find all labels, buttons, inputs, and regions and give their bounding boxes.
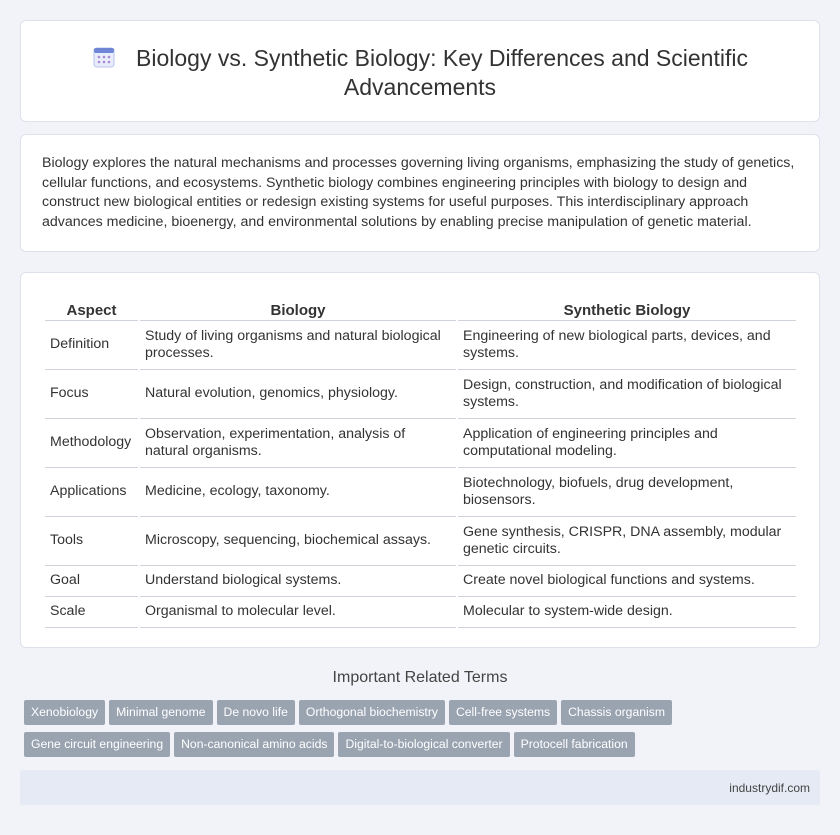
header-biology: Biology: [140, 297, 456, 321]
table-row: [45, 321, 796, 370]
tag-cell-free-systems[interactable]: Cell-free systems: [449, 700, 557, 725]
synthetic-biology-cell: Biotechnology, biofuels, drug development, biosensors.: [458, 468, 796, 517]
table-row: [45, 419, 796, 468]
tag-orthogonal-biochemistry[interactable]: Orthogonal biochemistry: [299, 700, 445, 725]
tag-minimal-genome[interactable]: Minimal genome: [109, 700, 212, 725]
aspect-cell: Scale: [45, 597, 138, 628]
related-terms-title: Important Related Terms: [332, 669, 508, 686]
tag-chassis-organism[interactable]: Chassis organism: [561, 700, 672, 725]
table-row: [45, 517, 796, 566]
intro-paragraph: Biology explores the natural mechanisms and processes governing living organisms, emphasizing the study of genetics, cellular functions, and ecosystems. Synthetic biology combines engineering principles with biology to design and construct new biological entities or redesign existing systems for useful purposes. This interdisciplinary approach advances medicine, bioenergy, and environmental solutions by enabling precise manipulation of genetic material.: [42, 155, 795, 230]
comparison-card: [20, 272, 820, 648]
table-header-row: [45, 297, 796, 321]
table-row: [45, 468, 796, 517]
tag-non-canonical-amino-acids[interactable]: Non-canonical amino acids: [174, 732, 334, 757]
synthetic-biology-cell: Application of engineering principles and computational modeling.: [458, 419, 796, 468]
biology-cell: Medicine, ecology, taxonomy.: [140, 468, 456, 517]
table-row: [45, 597, 796, 628]
aspect-cell: Applications: [45, 468, 138, 517]
footer-site-link[interactable]: industrydif.com: [729, 781, 810, 795]
table-row: [45, 370, 796, 419]
aspect-cell: Methodology: [45, 419, 138, 468]
calendar-icon: [92, 45, 116, 69]
comparison-table: [43, 297, 798, 628]
tag-protocell-fabrication[interactable]: Protocell fabrication: [514, 732, 635, 757]
table-row: [45, 566, 796, 597]
biology-cell: Observation, experimentation, analysis of natural organisms.: [140, 419, 456, 468]
page-title: [21, 44, 819, 102]
synthetic-biology-cell: Molecular to system-wide design.: [458, 597, 796, 628]
biology-cell: Natural evolution, genomics, physiology.: [140, 370, 456, 419]
tag-gene-circuit-engineering[interactable]: Gene circuit engineering: [24, 732, 170, 757]
aspect-cell: Goal: [45, 566, 138, 597]
tag-xenobiology[interactable]: Xenobiology: [24, 700, 105, 725]
biology-cell: Organismal to molecular level.: [140, 597, 456, 628]
synthetic-biology-cell: Create novel biological functions and systems.: [458, 566, 796, 597]
tag-row: [24, 700, 724, 725]
aspect-cell: Tools: [45, 517, 138, 566]
biology-cell: Understand biological systems.: [140, 566, 456, 597]
aspect-cell: Focus: [45, 370, 138, 419]
page-title-text: Biology vs. Synthetic Biology: Key Differences and Scientific Advancements: [136, 45, 748, 100]
header-synthetic-biology: Synthetic Biology: [458, 297, 796, 321]
tag-row: [24, 732, 724, 757]
biology-cell: Study of living organisms and natural biological processes.: [140, 321, 456, 370]
synthetic-biology-cell: Gene synthesis, CRISPR, DNA assembly, modular genetic circuits.: [458, 517, 796, 566]
biology-cell: Microscopy, sequencing, biochemical assays.: [140, 517, 456, 566]
synthetic-biology-cell: Engineering of new biological parts, devices, and systems.: [458, 321, 796, 370]
header-aspect: Aspect: [45, 297, 138, 321]
header-card: [20, 20, 820, 122]
tag-de-novo-life[interactable]: De novo life: [217, 700, 295, 725]
tag-digital-to-biological-converter[interactable]: Digital-to-biological converter: [338, 732, 509, 757]
synthetic-biology-cell: Design, construction, and modification of biological systems.: [458, 370, 796, 419]
footer: [20, 770, 820, 805]
aspect-cell: Definition: [45, 321, 138, 370]
related-terms-list: [24, 700, 724, 764]
intro-card: [20, 134, 820, 252]
